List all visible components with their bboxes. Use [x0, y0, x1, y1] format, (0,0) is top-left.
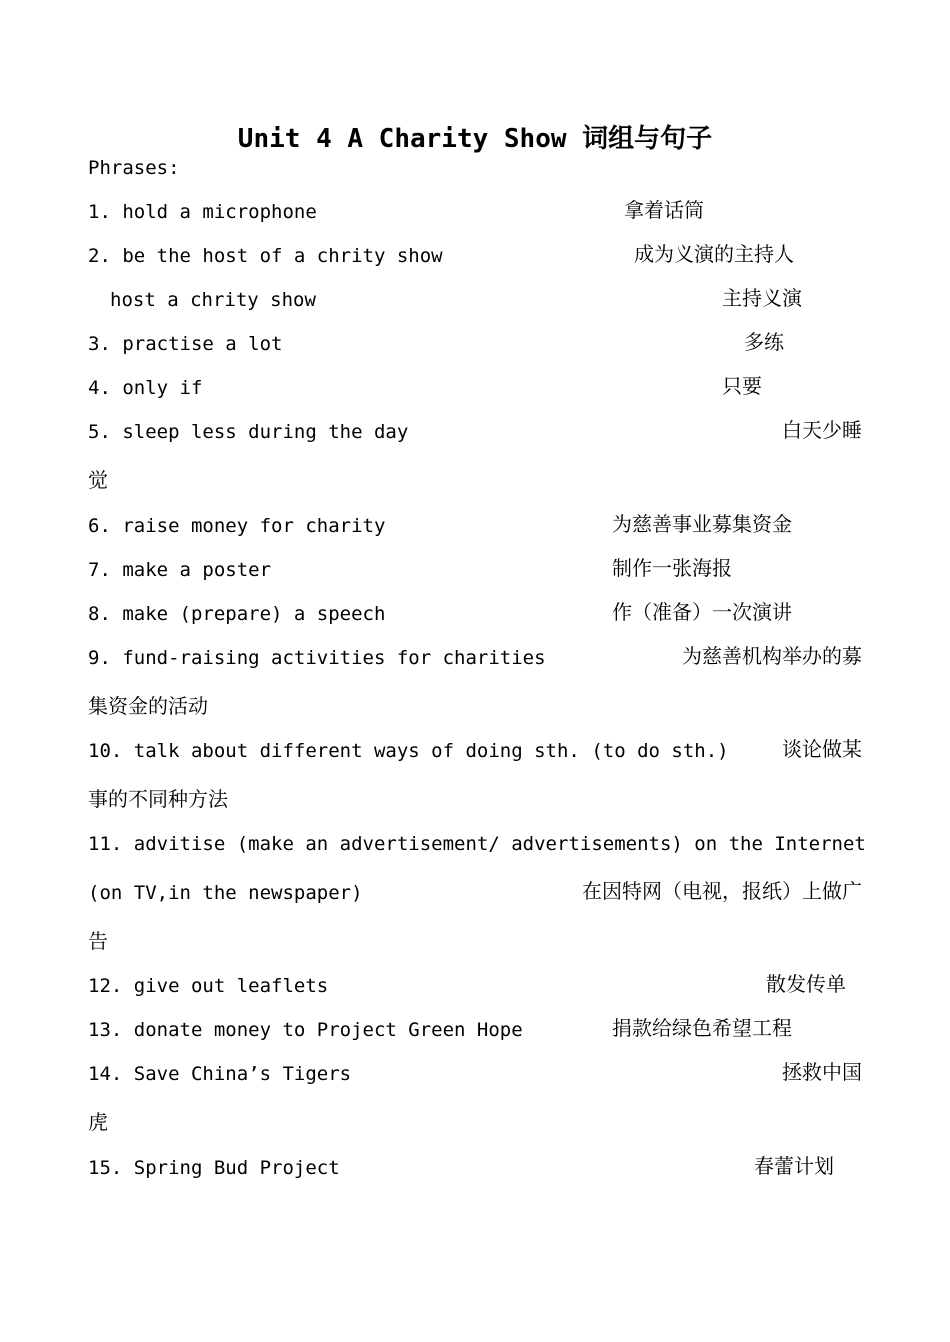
phrase-en-11: 11. advitise (make an advertisement/ advertisements) on the Internet: [88, 833, 866, 855]
phrase-en-11-cont: (on TV,in the newspaper): [88, 882, 363, 904]
phrase-cn-11-cont: 告: [88, 929, 108, 953]
phrase-en-8: 8. make (prepare) a speech: [88, 603, 386, 625]
phrase-cn-9: 为慈善机构举办的募: [682, 644, 862, 668]
phrase-en-1: 1. hold a microphone: [88, 201, 317, 223]
phrase-cn-2: 成为义演的主持人: [634, 242, 794, 266]
phrase-en-13: 13. donate money to Project Green Hope: [88, 1019, 523, 1041]
phrase-en-3: 3. practise a lot: [88, 333, 283, 355]
phrase-en-12: 12. give out leaflets: [88, 975, 329, 997]
phrase-en-6: 6. raise money for charity: [88, 515, 386, 537]
phrase-cn-9-cont: 集资金的活动: [88, 694, 208, 718]
phrase-en-9: 9. fund-raising activities for charities: [88, 647, 546, 669]
phrase-en-15: 15. Spring Bud Project: [88, 1157, 340, 1179]
phrase-en-5: 5. sleep less during the day: [88, 421, 409, 443]
phrase-cn-12: 散发传单: [766, 972, 846, 996]
phrase-cn-14-cont: 虎: [88, 1110, 108, 1134]
page-title: [0, 118, 950, 155]
phrase-en-2: 2. be the host of a chrity show: [88, 245, 443, 267]
phrase-cn-11: 在因特网（电视，报纸）上做广: [582, 879, 862, 903]
page-title-en: Unit 4 A Charity Show: [237, 124, 583, 154]
phrase-cn-5: 白天少睡: [782, 418, 862, 442]
phrase-en-2b: host a chrity show: [110, 289, 316, 311]
page-title-cn: 词组与句子: [582, 124, 713, 154]
phrase-cn-14: 拯救中国: [782, 1060, 862, 1084]
phrase-cn-13: 捐款给绿色希望工程: [612, 1016, 792, 1040]
phrase-cn-10-cont: 事的不同种方法: [88, 787, 228, 811]
phrase-cn-5-cont: 觉: [88, 468, 108, 492]
phrase-cn-4: 只要: [722, 374, 762, 398]
phrase-en-14: 14. Save China’s Tigers: [88, 1063, 352, 1085]
phrase-en-10: 10. talk about different ways of doing sth. (to do sth.): [88, 740, 729, 762]
section-label: Phrases:: [88, 157, 180, 179]
phrase-cn-7: 制作一张海报: [612, 556, 732, 580]
phrase-cn-1: 拿着话筒: [624, 198, 704, 222]
phrase-en-7: 7. make a poster: [88, 559, 272, 581]
phrase-cn-2b: 主持义演: [722, 286, 802, 310]
phrase-cn-8: 作（准备）一次演讲: [612, 600, 792, 624]
phrase-en-4: 4. only if: [88, 377, 203, 399]
phrase-cn-15: 春蕾计划: [754, 1154, 834, 1178]
phrase-cn-10: 谈论做某: [782, 737, 862, 761]
phrase-cn-3: 多练: [744, 330, 784, 354]
phrase-cn-6: 为慈善事业募集资金: [612, 512, 792, 536]
